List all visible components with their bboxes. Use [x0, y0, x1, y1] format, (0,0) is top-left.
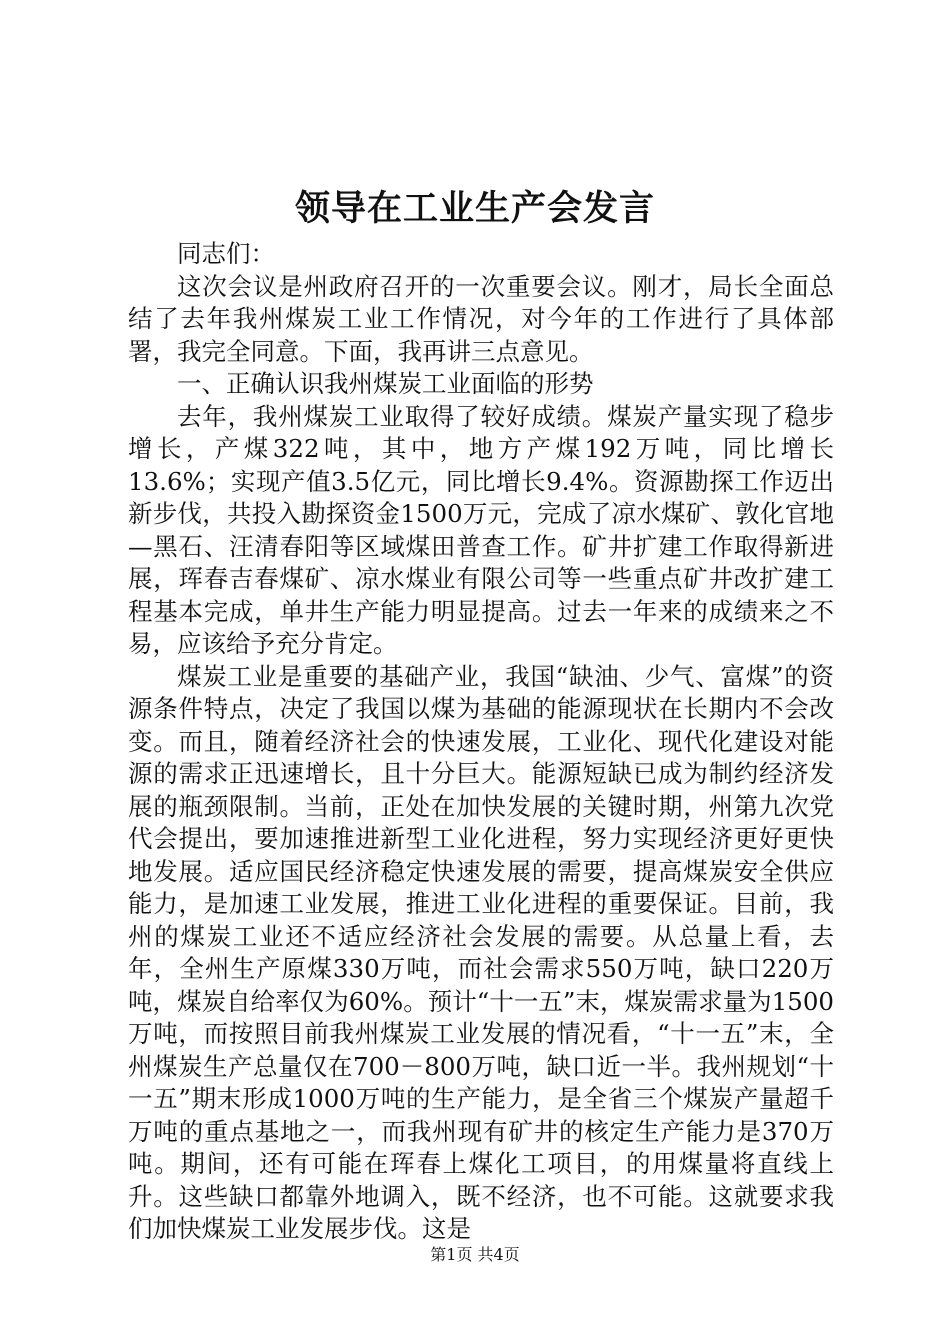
document-title: 领导在工业生产会发言	[294, 188, 655, 229]
document-body	[128, 238, 834, 1246]
section-heading: 一、正确认识我州煤炭工业面临的形势	[177, 369, 594, 398]
analysis-paragraph: 煤炭工业是重要的基础产业，我国“缺油、少气、富煤”的资源条件特点，决定了我国以煤为基础的能源现状在长期内不会改变。而且，随着经济社会的快速发展，工业化、现代化建设对能源的需求正迅速增长，且十分巨大。能源短缺已成为制约经济发展的瓶颈限制。当前，正处在加快发展的关键时期，州第九次党代会提出，要加速推进新型工业化进程，努力实现经济更好更快地发展。适应国民经济稳定快速发展的需要，提高煤炭安全供应能力，是加速工业发展，推进工业化进程的重要保证。目前，我州的煤炭工业还不适应经济社会发展的需要。从总量上看，去年，全州生产原煤330万吨，而社会需求550万吨，缺口220万吨，煤炭自给率仅为60%。预计“十一五”末，煤炭需求量为1500万吨，而按照目前我州煤炭工业发展的情况看，“十一五”末，全州煤炭生产总量仅在700－800万吨，缺口近一半。我州规划“十一五”期末形成1000万吨的生产能力，是全省三个煤炭产量超千万吨的重点基地之一，而我州现有矿井的核定生产能力是370万吨。期间，还有可能在珲春上煤化工项目，的用煤量将直线上升。这些缺口都靠外地调入，既不经济，也不可能。这就要求我们加快煤炭工业发展步伐。这是	[128, 661, 834, 1243]
page-number-footer: 第1页 共4页	[430, 1245, 520, 1264]
achievements-paragraph: 去年，我州煤炭工业取得了较好成绩。煤炭产量实现了稳步增长，产煤322吨，其中，地方产煤192万吨，同比增长13.6%；实现产值3.5亿元，同比增长9.4%。资源勘探工作迈出新步伐，共投入勘探资金1500万元，完成了凉水煤矿、敦化官地—黑石、汪清春阳等区域煤田普查工作。矿井扩建工作取得新进展，珲春吉春煤矿、凉水煤业有限公司等一些重点矿井改扩建工程基本完成，单井生产能力明显提高。过去一年来的成绩来之不易，应该给予充分肯定。	[128, 401, 834, 658]
intro-paragraph: 这次会议是州政府召开的一次重要会议。刚才，局长全面总结了去年我州煤炭工业工作情况，对今年的工作进行了具体部署，我完全同意。下面，我再讲三点意见。	[128, 271, 834, 366]
salutation-paragraph: 同志们：	[177, 239, 275, 268]
